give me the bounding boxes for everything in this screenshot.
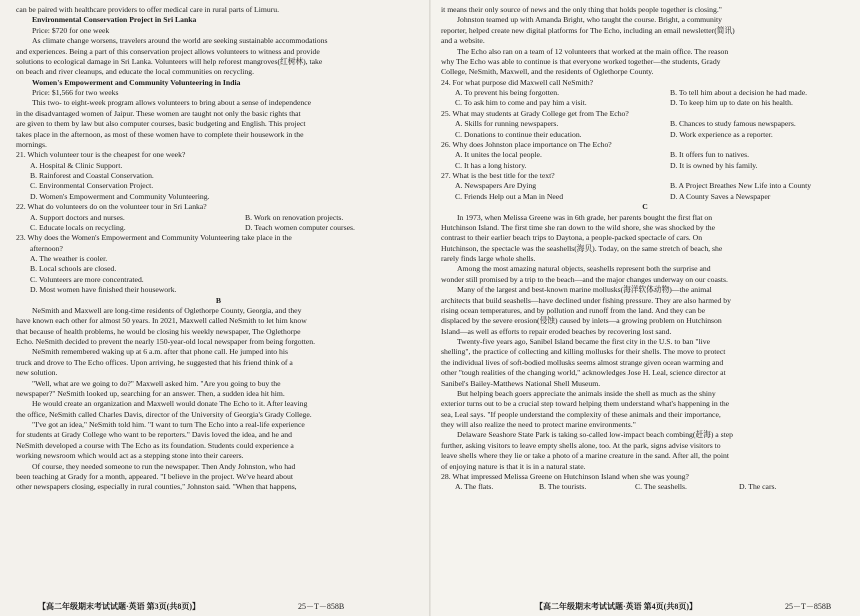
answer-option: B. Work on renovation projects.	[245, 212, 344, 222]
page-4-text	[441, 5, 849, 493]
text-line: Hutchinson, the spectacle was the seashells(海贝). Today, on the same stretch of beach, she	[441, 243, 723, 253]
text-line: in the disadvantaged women of Jaipur. These women are taught not only the basic rights that	[16, 108, 301, 118]
text-line: why The Echo was able to continue is that everyone worked together—the students, Grady	[441, 56, 721, 66]
text-line: Among the most amazing natural objects, seashells represent both the surprise and	[457, 264, 711, 274]
answer-option: D. The cars.	[739, 482, 777, 492]
text-line: As climate change worsens, travelers around the world are seeking sustainable accommodations	[32, 36, 328, 46]
answer-option-row	[441, 130, 849, 140]
text-line: that because of health problems, he would be closing his weekly newspaper, The Oglethorpe	[16, 326, 301, 336]
text-line: new solution.	[16, 368, 58, 378]
text-line: In 1973, when Melissa Greene was in 6th grade, her parents bought the first flat on	[457, 212, 713, 222]
text-line: "I've got an idea," NeSmith told him. "I want to turn The Echo into a real-life experience	[32, 420, 305, 429]
answer-option: B. It offers fun to natives.	[670, 150, 750, 160]
answer-option-row	[441, 192, 849, 202]
answer-option: C. It has a long history.	[455, 160, 527, 170]
answer-option: D. A County Saves a Newspaper	[670, 191, 771, 201]
answer-option: C. Environmental Conservation Project.	[30, 181, 154, 191]
answer-option: A. Newspapers Are Dying	[455, 181, 537, 191]
answer-option: B. Chances to study famous newspapers.	[670, 119, 796, 129]
text-line: NeSmith remembered waking up at 6 a.m. after that phone call. He jumped into his	[32, 347, 288, 357]
answer-option: D. To keep him up to date on his health.	[670, 98, 793, 108]
text-line: Johnston teamed up with Amanda Bright, who taught the course. Bright, a community	[457, 15, 722, 25]
text-line: solutions to ecological damage in Sri Lanka. Volunteers will help reforest mangroves(红树林), take	[16, 56, 323, 66]
page-3-footer-label: 【高二年级期末考试试题·英语 第3页(共8页)】	[38, 602, 200, 611]
answer-option: A. Hospital & Clinic Support.	[30, 160, 123, 170]
text-line: Delaware Seashore State Park is taking so-called low-impact beach combing(赶海) a step	[457, 430, 734, 440]
passage-label: B	[215, 295, 222, 305]
answer-option: C. Educate locals on recycling.	[30, 222, 126, 232]
answer-option: D. Women's Empowerment and Community Volunteering.	[30, 191, 210, 201]
text-line: rarely finds large whole shells.	[441, 254, 536, 263]
question-stem: 26. Why does Johnston place importance on The Echo?	[441, 139, 612, 149]
answer-option: C. Friends Help out a Man in Need	[455, 191, 564, 201]
text-line: further, asking visitors to leave empty shells alone, too. At the park, signs advise visitors to	[441, 440, 721, 450]
answer-option: A. Support doctors and nurses.	[30, 212, 125, 222]
text-line: displaced by the severe erosion(侵蚀) caused by inlets—a growing problem on Hutchinson	[441, 316, 722, 326]
question-stem: 28. What impressed Melissa Greene on Hutchinson Island when she was young?	[441, 471, 689, 481]
answer-option-row	[441, 181, 849, 191]
text-line: been teaching at Grady for a month, appeared. "I believe in the project. We've heard about	[16, 471, 293, 481]
answer-option: A. It unites the local people.	[455, 150, 542, 160]
text-line: wonder still promised by a trip to the beach—and the major changes underway on our coasts.	[441, 274, 728, 284]
text-line: leave shells where they lie or take a photo of a marine creature in the sand. After all, the point	[441, 451, 729, 461]
question-stem: 21. Which volunteer tour is the cheapest for one week?	[16, 150, 186, 160]
answer-option: B. Local schools are closed.	[30, 264, 117, 274]
text-line: shelling", the practice of collecting and killing mollusks for their shells. The move to protect	[441, 347, 726, 357]
answer-option: A. To prevent his being forgotten.	[455, 88, 560, 97]
text-line: NeSmith and Maxwell are long-time residents of Oglethorpe County, Georgia, and they	[32, 305, 302, 315]
text-line: "Well, what are we going to do?" Maxwell asked him. "Are you going to buy the	[32, 378, 281, 388]
text-line: and a website.	[441, 36, 485, 46]
answer-option-row	[441, 98, 849, 108]
page-3-footer	[38, 601, 345, 612]
answer-option-row	[441, 119, 849, 129]
question-stem: 25. What may students at Grady College get from The Echo?	[441, 108, 629, 118]
text-line: newspaper?" NeSmith looked up, searching for an answer. Then, a sudden idea hit him.	[16, 388, 285, 398]
answer-option: D. Most women have finished their housework.	[30, 285, 177, 295]
text-line: rising ocean temperatures, and by pollution and runoff from the land. And they can be	[441, 305, 706, 315]
text-line: The Echo also ran on a team of 12 volunteers that worked at the main office. The reason	[457, 46, 729, 56]
text-line: can be paired with healthcare providers to offer medical care in rural parts of Limuru.	[16, 5, 280, 14]
answer-option: C. Volunteers are more concentrated.	[30, 274, 144, 284]
text-line: architects that build seashells—have declined under fishing pressure. They are also harmed by	[441, 295, 731, 305]
answer-option: B. To tell him about a decision he had made.	[670, 88, 808, 97]
text-line: sea, Leal says. "If people understand the complexity of these animals and their importance,	[441, 409, 721, 419]
page-3-text	[16, 5, 421, 493]
text-line: working newsroom which would act as a stepping stone into their careers.	[16, 451, 244, 461]
text-line: Many of the largest and best-known marine mollusks(海洋软体动物)—the animal	[457, 285, 712, 295]
text-line: He would create an organization and Maxwell would donate The Echo to it. After leaving	[32, 399, 308, 409]
answer-option: C. Donations to continue their education.	[455, 129, 582, 139]
answer-option: D. Work experience as a reporter.	[670, 129, 773, 139]
text-line: Sanibel's Bailey-Matthews National Shell Museum.	[441, 378, 601, 388]
page-4-serial: 25－T－858B	[785, 602, 832, 611]
answer-option: C. The seashells.	[635, 482, 687, 492]
text-line: reporter, helped create new digital platforms for The Echo, including an email newsletter(简讯)	[441, 25, 735, 35]
page-3-serial: 25－T－858B	[298, 602, 345, 611]
question-stem: 24. For what purpose did Maxwell call NeSmith?	[441, 77, 594, 87]
answer-option: C. To ask him to come and pay him a visit.	[455, 98, 587, 108]
text-line: Price: $720 for one week	[32, 25, 110, 35]
text-line: the office, NeSmith called Charles Davis, director of the University of Georgia's Grady College.	[16, 409, 312, 419]
question-stem: 23. Why does the Women's Empowerment and Community Volunteering take place in the	[16, 233, 292, 243]
text-line: they will also realize the need to protect marine environments."	[441, 420, 636, 429]
text-line: truck and drove to The Echo offices. Upon arriving, he suggested that his friend think of a	[16, 357, 293, 367]
text-line: for students at Grady College who want to be reporters." Davis loved the idea, and he and	[16, 430, 292, 440]
text-line: the individual lives of soft-bodied mollusks seems almost strange given ocean warming and	[441, 357, 724, 367]
text-line: and experiences. Being a part of this conservation project allows volunteers to witness and provide	[16, 46, 320, 56]
page-4-footer-label: 【高二年级期末考试试题·英语 第4页(共8页)】	[535, 602, 697, 611]
text-line: NeSmith developed a course with The Echo as its foundation. Students could experience a	[16, 440, 294, 450]
section-heading: Women's Empowerment and Community Volunteering in India	[32, 77, 241, 87]
answer-option: D. It is owned by his family.	[670, 160, 758, 170]
answer-option: A. The weather is cooler.	[30, 254, 108, 263]
question-stem: 27. What is the best title for the text?	[441, 171, 555, 180]
question-stem: 22. What do volunteers do on the volunteer tour in Sri Lanka?	[16, 202, 207, 212]
text-line: mornings.	[16, 139, 47, 149]
text-line: Of course, they needed someone to run the newspaper. Then Andy Johnston, who had	[32, 461, 296, 471]
text-line: Echo. NeSmith decided to prevent the nearly 150-year-old local newspaper from being forgotten.	[16, 337, 315, 346]
text-line: Price: $1,566 for two weeks	[32, 88, 119, 97]
text-line: exterior turns out to be a crucial step toward helping them understand what's happening in the	[441, 399, 730, 409]
text-line: other newspapers closing, especially in rural counties," Johnston said. "When that happens,	[16, 482, 297, 492]
answer-option-row	[441, 161, 849, 171]
answer-option: B. Rainforest and Coastal Conservation.	[30, 171, 154, 180]
answer-option-row	[441, 150, 849, 160]
text-line: This two- to eight-week program allows volunteers to bring about a sense of independence	[32, 98, 312, 108]
answer-option: A. The flats.	[455, 482, 494, 492]
text-line: other "tough realities of the changing world," acknowledges Jose H. Leal, science director at	[441, 368, 726, 378]
text-line: have known each other for almost 50 years. In 2021, Maxwell called NeSmith to let him know	[16, 316, 307, 326]
passage-label: C	[642, 202, 648, 212]
answer-option-row	[16, 223, 421, 233]
text-line: College, NeSmith, Maxwell, and the residents of Oglethorpe County.	[441, 67, 654, 77]
text-line: But helping beach goers appreciate the animals inside the shell as much as the shiny	[457, 388, 716, 398]
answer-option-row	[441, 482, 849, 492]
text-line: it means their only source of news and the only thing that holds people together is closing."	[441, 5, 722, 14]
text-line: on beach and river cleanups, and educate the local communities on recycling.	[16, 67, 255, 77]
text-line: contrast to their earlier beach trips to Daytona, a people-packed spectacle of cars. On	[441, 233, 703, 243]
text-line: Island—as well as efforts to repair eroded beaches by recovering lost sand.	[441, 326, 672, 336]
text-line: are given to them by law but also computer courses, basic budgeting and English. This project	[16, 119, 306, 129]
answer-option: A. Skills for running newspapers.	[455, 119, 559, 129]
text-line: Hutchinson Island. The first time she ran down to the wild shore, she was shocked by the	[441, 222, 715, 232]
answer-option: B. The tourists.	[539, 482, 587, 492]
answer-option: afternoon?	[30, 243, 63, 253]
answer-option: B. A Project Breathes New Life into a County	[670, 181, 812, 191]
text-line: of enjoying nature is that it is in a natural state.	[441, 461, 586, 471]
text-line: Twenty-five years ago, Sanibel Island became the first city in the U.S. to ban "live	[457, 337, 711, 346]
answer-option-row	[441, 88, 849, 98]
exam-page-4	[431, 0, 860, 616]
answer-option-row	[16, 213, 421, 223]
section-heading: Environmental Conservation Project in Sri Lanka	[32, 15, 197, 25]
answer-option: D. Teach women computer courses.	[245, 222, 355, 232]
text-line: takes place in the afternoon, as most of these women have to complete their housework in the	[16, 129, 304, 139]
page-4-footer	[535, 601, 832, 612]
